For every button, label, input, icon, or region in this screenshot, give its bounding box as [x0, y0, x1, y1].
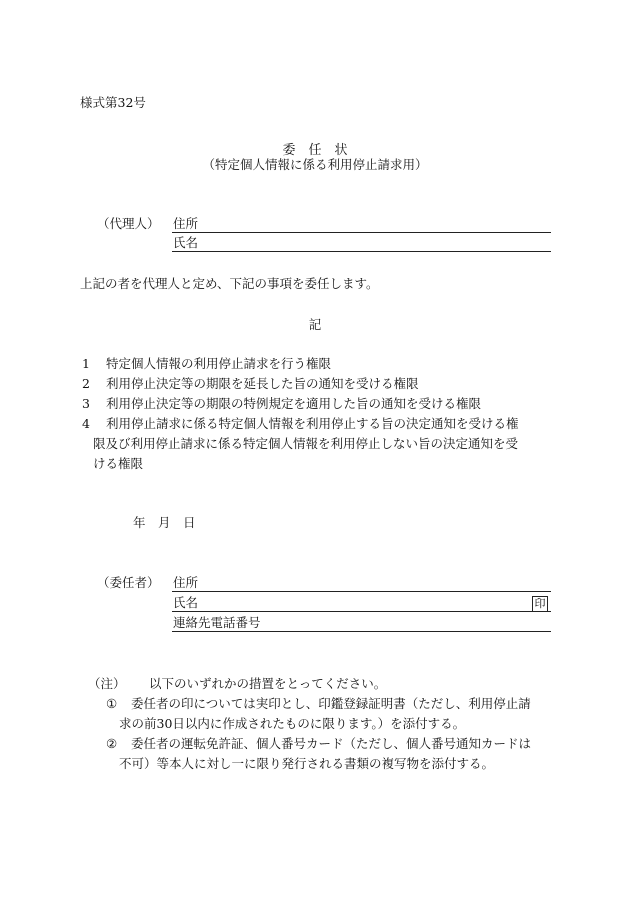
note-1-number: ①: [106, 696, 118, 711]
agent-name-field[interactable]: [172, 251, 551, 252]
item-text: 利用停止決定等の期限を延長した旨の通知を受ける権限: [106, 376, 419, 391]
principal-address-label: 住所: [173, 575, 199, 590]
item-number: 3: [82, 396, 90, 411]
notes-label: （注）: [88, 676, 126, 691]
item-number: 4: [82, 416, 90, 431]
principal-address-field[interactable]: [172, 591, 551, 592]
agent-name-label: 氏名: [173, 235, 199, 250]
seal-box[interactable]: 印: [532, 596, 548, 612]
ki-heading: 記: [308, 317, 322, 332]
item-text-line-3: ける権限: [93, 456, 144, 471]
notes-intro: 以下のいずれかの措置をとってください。: [149, 676, 387, 691]
principal-name-field[interactable]: [172, 611, 551, 612]
document-title: 委 任 状: [282, 143, 348, 158]
note-2-line-1: 委任者の運転免許証、個人番号カード（ただし、個人番号通知カードは: [131, 736, 532, 751]
note-1-line-2: 求の前30日以内に作成されたものに限ります。）を添付する。: [119, 716, 466, 731]
form-number: 様式第32号: [80, 95, 146, 110]
appointment-text: 上記の者を代理人と定め、下記の事項を委任します。: [80, 276, 379, 291]
item-text-line-1: 利用停止請求に係る特定個人情報を利用停止する旨の決定通知を受ける権: [106, 416, 519, 431]
note-2-number: ②: [106, 736, 118, 751]
item-text-line-2: 限及び利用停止請求に係る特定個人情報を利用停止しない旨の決定通知を受: [93, 436, 519, 451]
date-month-label: 月: [158, 515, 171, 530]
agent-address-label: 住所: [173, 216, 199, 231]
principal-name-label: 氏名: [173, 595, 199, 610]
note-1-line-1: 委任者の印については実印とし、印鑑登録証明書（ただし、利用停止請: [131, 696, 531, 711]
item-number: 1: [82, 356, 90, 371]
agent-address-field[interactable]: [172, 232, 551, 233]
principal-phone-label: 連絡先電話番号: [173, 615, 261, 630]
principal-label: （委任者）: [97, 575, 160, 590]
item-number: 2: [82, 376, 90, 391]
item-text: 利用停止決定等の期限の特例規定を適用した旨の通知を受ける権限: [106, 396, 482, 411]
date-day-label: 日: [183, 515, 196, 530]
note-2-line-2: 不可）等本人に対し一に限り発行される書類の複写物を添付する。: [119, 756, 495, 771]
agent-label: （代理人）: [97, 216, 160, 231]
principal-phone-field[interactable]: [172, 631, 551, 632]
date-year-label: 年: [133, 515, 146, 530]
document-subtitle: （特定個人情報に係る利用停止請求用）: [202, 157, 428, 172]
item-text: 特定個人情報の利用停止請求を行う権限: [106, 356, 332, 371]
